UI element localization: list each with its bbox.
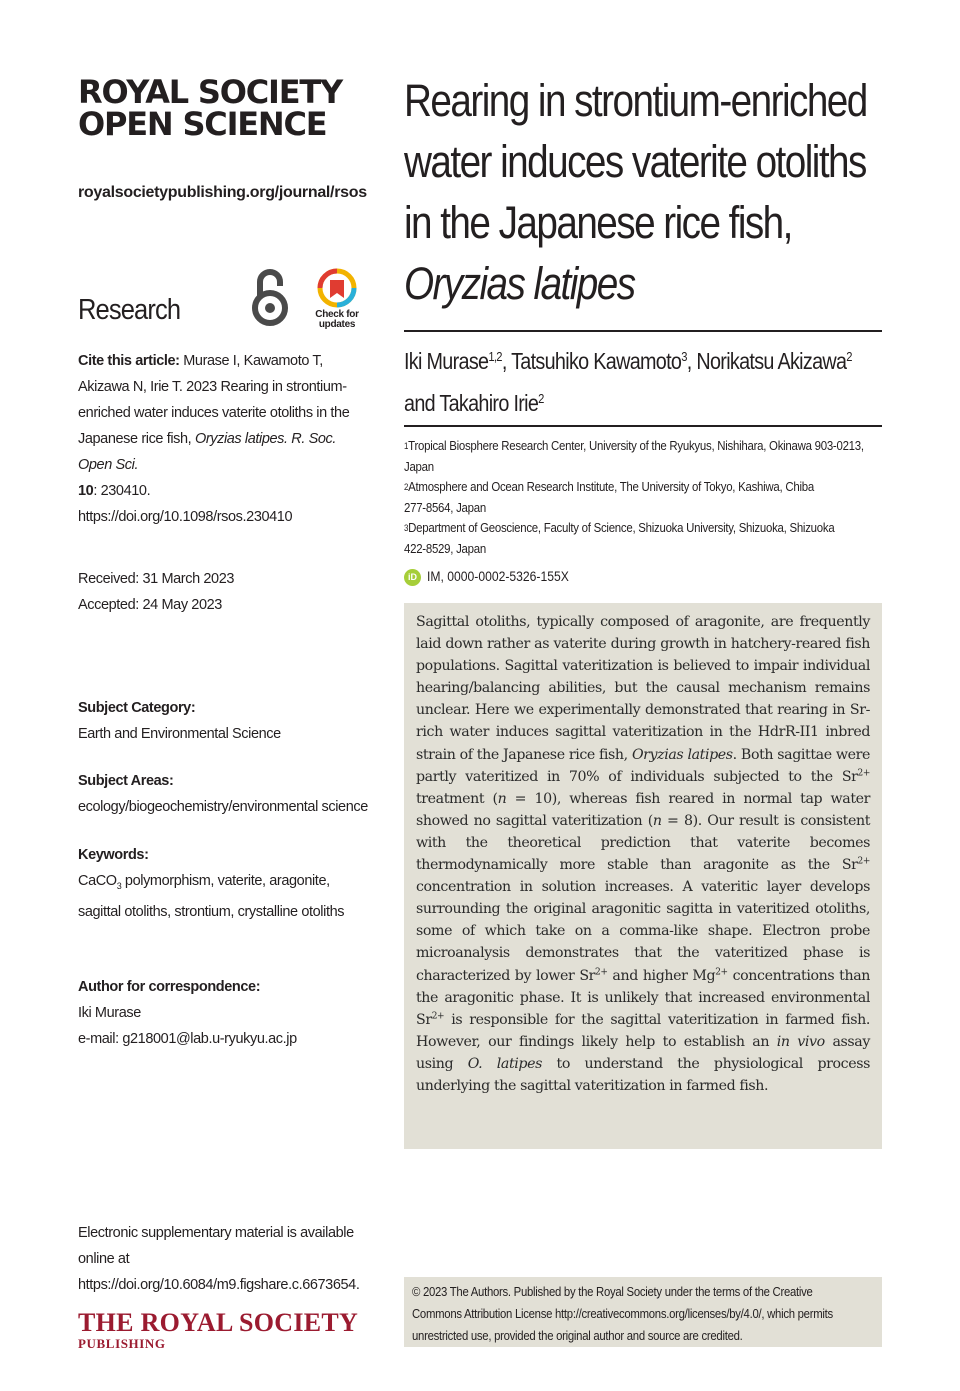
- correspondence: [78, 974, 368, 1052]
- section-label: Research: [78, 294, 181, 326]
- subject-areas-heading: Subject Areas:: [78, 773, 174, 789]
- article-title: [404, 70, 886, 314]
- citation-article: : 230410.: [93, 483, 151, 499]
- license-box: [404, 1277, 882, 1347]
- author-3: , Norikatsu Akizawa: [686, 348, 847, 374]
- orcid-text: IM, 0000-0002-5326-155X: [427, 569, 569, 585]
- affiliation-1: $^1$Tropical Biosphere Research Center, University of the Ryukyus, Nishihara, Okinawa 903-0213,: [404, 438, 864, 453]
- author-2: , Tatsuhiko Kawamoto: [501, 348, 682, 374]
- title-divider: [404, 330, 882, 332]
- correspondence-email-link[interactable]: e-mail: g218001@lab.u-ryukyu.ac.jp: [78, 1031, 297, 1047]
- journal-logo: [78, 73, 368, 143]
- keywords-value: CaCO$_3$ polymorphism, vaterite, aragonite, sagittal otoliths, strontium, crystalline otoliths: [78, 873, 345, 920]
- citation-species: Oryzias latipes: [194, 431, 285, 447]
- subject-areas-value: ecology/biogeochemistry/environmental science: [78, 799, 368, 815]
- author-1: Iki Murase: [404, 348, 489, 374]
- subject-category: [78, 695, 368, 747]
- royal-society-publishing-logo: THE ROYAL SOCIETY PUBLISHING: [78, 1308, 359, 1351]
- check-updates-icon: [308, 268, 366, 310]
- orcid-icon: iD: [404, 569, 421, 586]
- keywords: [78, 842, 368, 925]
- correspondence-name: Iki Murase: [78, 1005, 141, 1021]
- check-updates-label: Check for updates: [315, 309, 359, 330]
- orcid-entry[interactable]: [404, 568, 585, 586]
- check-for-updates-badge[interactable]: [308, 268, 366, 332]
- citation-label: Cite this article:: [78, 353, 180, 369]
- authors-divider: [404, 425, 882, 427]
- abstract-box: [404, 603, 882, 1149]
- affiliations: $^1$Tropical Biosphere Research Center, University of the Ryukyus, Nishihara, Okinawa 903-0213, Japan $^2$Atmosphere and Ocean Research Institute, The University of Tokyo, Kashiwa, Chiba 277-8564, Japan $^3$Department of Geoscience, Faculty of Science, Shizuoka University, Shizuoka, Shizuoka 422-8529, Japan: [404, 438, 864, 556]
- received-date: Received: 31 March 2023: [78, 571, 235, 587]
- dates-block: [78, 566, 368, 618]
- citation-doi-link[interactable]: https://doi.org/10.1098/rsos.230410: [78, 509, 293, 525]
- author-4: and Takahiro Irie: [404, 390, 539, 416]
- citation-journal: . R. Soc. Open Sci.: [78, 431, 337, 473]
- abstract-text: Sagittal otoliths, typically composed of aragonite, are frequently laid down rather as vaterite during growth in hatchery-reared fish populations. Sagittal vateritization is believed to impair individual hearing/balancing abilities, but the causal mechanism remains unclear. Here we experimentally demonstrated that rearing in Sr-rich water induces sagittal vateritization in the HdrR-II1 inbred strain of the Japanese rice fish, Oryzias latipes. Both sagittae were partly vateritized in 70% of individuals subjected to the $Sr^{2+}$ treatment (n = 10), whereas fish reared in normal tap water showed no sagittal vateritization (n = 8). Our result is consistent with the theoretical prediction that vaterite becomes thermodynamically more stable than aragonite as the $Sr^{2+}$ concentration in solution increases. A vateritic layer develops surrounding the original aragonitic sagitta in vateritized otoliths, some of which take on a comma-like shape. Electron probe microanalysis demonstrates that the vateritized phase is characterized by lower $Sr^{2+}$ and higher $Mg^{2+}$ concentrations than the aragonitic phase. It is unlikely that increased environmental $Sr^{2+}$ is responsible for the sagittal vateritization in farmed fish. However, our findings likely help to establish an in vivo assay using O. latipes to understand the physiological process underlying the sagittal vateritization in farmed fish.: [416, 614, 871, 1094]
- title-line-4: Oryzias latipes: [404, 258, 635, 309]
- journal-name-line2: OPEN SCIENCE: [78, 105, 327, 143]
- author-list: Iki Murase$^{1,2}$, Tatsuhiko Kawamoto$^3$, Norikatsu Akizawa$^2$ and Takahiro Irie$^2$: [404, 348, 852, 416]
- citation-block: [78, 348, 368, 530]
- keywords-heading: Keywords:: [78, 847, 149, 863]
- journal-name-line1: ROYAL SOCIETY: [78, 73, 343, 111]
- citation-volume: 10: [78, 483, 94, 499]
- affiliation-3: $^3$Department of Geoscience, Faculty of Science, Shizuoka University, Shizuoka, Shizuoka: [404, 520, 835, 535]
- open-access-icon: [250, 268, 290, 328]
- citation-text: Murase I, Kawamoto T, Akizawa N, Irie T. 2023 Rearing in strontium-enriched water induces vaterite otoliths in the Japanese rice fish,: [78, 353, 350, 447]
- subject-category-value: Earth and Environmental Science: [78, 726, 281, 742]
- accepted-date: Accepted: 24 May 2023: [78, 597, 222, 613]
- title-line-2: water induces vaterite otoliths: [404, 136, 866, 187]
- correspondence-heading: Author for correspondence:: [78, 979, 261, 995]
- journal-url-link[interactable]: royalsocietypublishing.org/journal/rsos: [78, 184, 367, 201]
- subject-category-heading: Subject Category:: [78, 700, 196, 716]
- title-line-1: Rearing in strontium-enriched: [404, 75, 867, 126]
- license-text: © 2023 The Authors. Published by the Royal Society under the terms of the Creative Commons Attribution License http://creativecommons.org/licenses/by/4.0/, which permits unrestricted use, provided the original author and source are credited.: [412, 1285, 833, 1343]
- affiliation-2: $^2$Atmosphere and Ocean Research Institute, The University of Tokyo, Kashiwa, Chiba: [404, 479, 814, 494]
- subject-areas: [78, 768, 368, 820]
- supplementary-note: Electronic supplementary material is available online at https://doi.org/10.6084/m9.figshare.c.6673654.: [78, 1225, 360, 1293]
- title-line-3: in the Japanese rice fish,: [404, 197, 792, 248]
